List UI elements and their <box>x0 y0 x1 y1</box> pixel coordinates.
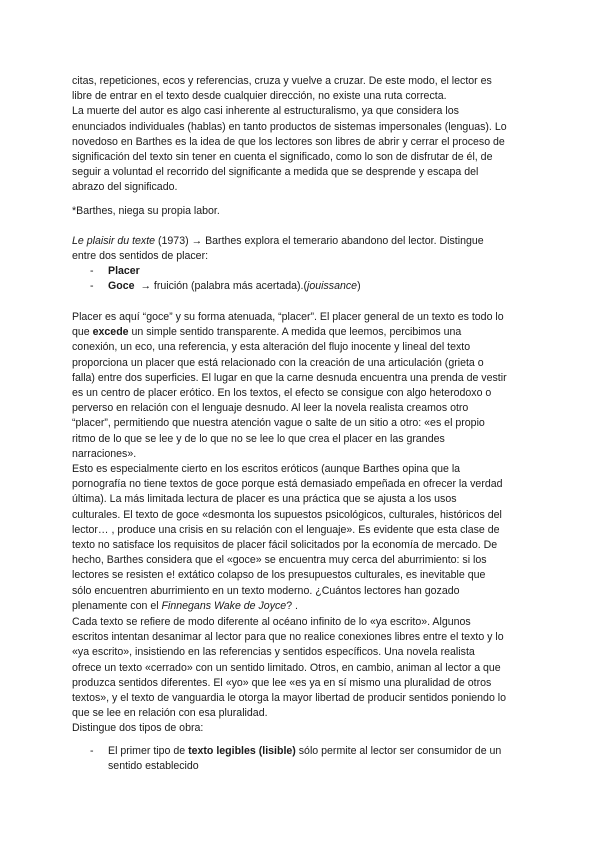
text-line: última). La más limitada lectura de placer es una práctica que se ajusta a los usos <box>72 493 457 506</box>
text-span: sólo permite al lector ser consumidor de un <box>295 745 502 757</box>
text-line: texto no satisface los requisitos de placer fácil solicitados por la economía de mercado. De <box>72 539 498 552</box>
dash-bullet: - <box>90 745 94 757</box>
text-line: textos», y el texto de vanguardia le otorga la mayor libertad de producir sentidos poniendo lo <box>72 692 507 705</box>
text-line: Distingue dos tipos de obra: <box>72 722 204 735</box>
paragraph-ya-escrito <box>72 615 532 737</box>
text-line: “placer”, permitiendo que nuestra atención vague o salte de un sitio a otro: «es el propio <box>72 417 485 430</box>
text-line: sólo encuentren aburrimiento en un texto moderno. ¿Cuántos lectores han gozado <box>72 584 460 597</box>
book-title: Le plaisir du texte <box>72 235 156 247</box>
paragraph-intro <box>72 74 532 196</box>
text-line: conexión, un eco, una referencia, y esta alteración del flujo inocente y lineal del texto <box>72 341 471 354</box>
term-placer: Placer <box>108 265 140 277</box>
text-span: un simple sentido transparente. A medida que leemos, percibimos una <box>128 326 462 339</box>
term-lisible: texto legibles (lisible) <box>188 745 296 757</box>
text-line: «ya escrito», insistiendo en las referencias y sentidos específicos. Una novela realista <box>72 646 475 659</box>
text-line: significación del texto sin tener en cuenta el significado, como lo son de disfrutar de él, de <box>72 151 493 164</box>
text-span: plenamente con el <box>72 599 162 612</box>
text-line: escritos intentan desanimar al lector para que no realice conexiones libres entre el texto y lo <box>72 631 504 644</box>
term-excede: excede <box>92 326 129 339</box>
text-line: perverso en relación con el lenguaje desnudo. Al leer la novela realista creamos otro <box>72 402 469 415</box>
text-line: narraciones». <box>72 447 137 460</box>
paragraph-placer <box>72 310 532 614</box>
text-line: Cada texto se refiere de modo diferente al océano infinito de lo «ya escrito». Algunos <box>72 616 471 628</box>
text-line: lector… , produce una crisis en su relación con el lenguaje». Es evidente que esta clase de <box>72 523 500 536</box>
text-line: es un centro de placer erótico. En los textos, el efecto se consigue con algo heterodoxo o <box>72 387 492 400</box>
text-span: sentido establecido <box>108 760 199 773</box>
text-line: citas, repeticiones, ecos y referencias, cruza y vuelve a cruzar. De este modo, el lector es <box>72 75 492 87</box>
plaisir-line-1 <box>72 234 532 249</box>
plaisir-rest: (1973) → Barthes explora el temerario abandono del lector. Distingue <box>155 235 484 247</box>
list-item <box>90 279 530 294</box>
text-line: enunciados individuales (hablas) en tanto productos de sistemas impersonales (lenguas). Lo <box>72 120 507 133</box>
term-goce: Goce <box>108 280 135 293</box>
text-line: ofrece un texto «cerrado» con un sentido limitado. Otros, en cambio, animan al lector a que <box>72 661 501 674</box>
text-span: ? . <box>286 599 298 612</box>
text-line: Esto es especialmente cierto en los escritos eróticos (aunque Barthes opina que la <box>72 463 461 476</box>
text-line: Placer es aquí “goce” y su forma atenuada, “placer”. El placer general de un texto es todo lo <box>72 311 504 323</box>
pleasure-list <box>90 264 530 294</box>
text-line: novedoso en Barthes es la idea de que los lectores son libres de abrir y cerrar el proceso de <box>72 135 505 148</box>
work-types-list <box>90 744 530 774</box>
dash-bullet: - <box>90 265 94 277</box>
list-item <box>90 744 530 774</box>
text-line: La muerte del autor es algo casi inherente al estructuralismo, ya que considera los <box>72 105 459 118</box>
note-text: *Barthes, niega su propia labor. <box>72 205 220 217</box>
dash-bullet: - <box>90 280 94 293</box>
text-line: seguir a voluntad el recorrido del significante a medida que se desprende y escapa del <box>72 166 479 179</box>
goce-definition: → fruición (palabra más acertada).( <box>134 280 308 293</box>
plaisir-section <box>72 234 532 264</box>
book-finnegans: Finnegans Wake de Joyce <box>161 599 287 612</box>
text-span: que <box>72 326 93 339</box>
text-line: hecho, Barthes considera que el «goce» se encuentra muy cerca del aburrimiento: si los <box>72 554 487 567</box>
text-line: produzca sentidos diferentes. El «yo» que lee «es ya en sí mismo una pluralidad de otros <box>72 676 492 689</box>
close-paren: ) <box>357 280 361 293</box>
text-line: libre de entrar en el texto desde cualquier dirección, no existe una ruta correcta. <box>72 90 447 103</box>
note <box>72 204 532 219</box>
text-line: falla) entre dos superficies. El lugar en que la carne desnuda encuentra una prenda de vestir <box>72 371 507 384</box>
term-jouissance: jouissance <box>307 280 358 293</box>
plaisir-line-2: entre dos sentidos de placer: <box>72 250 209 263</box>
text-line: pornografía no tiene textos de goce porque está demasiado empeñada en ofrecer la verdad <box>72 478 503 491</box>
text-line <box>72 325 532 340</box>
text-line: que se lee en relación con esa pluralidad. <box>72 707 268 720</box>
text-span: El primer tipo de <box>108 745 189 757</box>
text-line: proporciona un placer que está relacionado con la creación de una articulación (grieta o <box>72 356 484 369</box>
list-item <box>90 264 530 279</box>
text-line <box>72 599 532 614</box>
text-line: lectores se resisten e! extático colapso de los presupuestos culturales, es inevitable que <box>72 569 486 582</box>
text-line: abrazo del significado. <box>72 181 178 194</box>
text-line: culturales. El texto de goce «desmonta los supuestos psicológicos, culturales, históricos del <box>72 508 502 521</box>
text-line: ritmo de lo que se lee y de lo que no se lee lo que crea el placer en las grandes <box>72 432 445 445</box>
